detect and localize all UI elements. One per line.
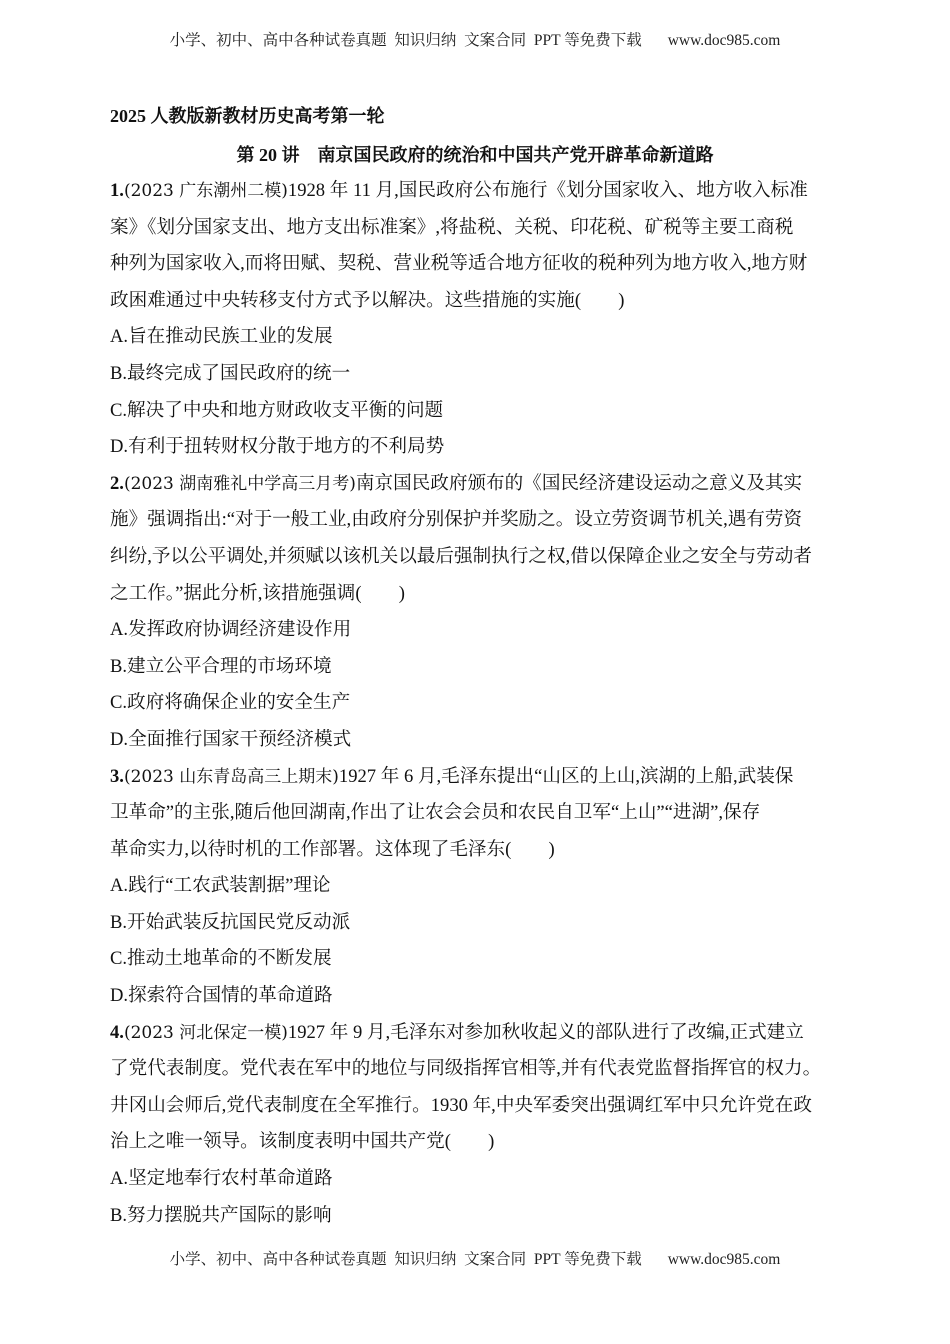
stem-text: 了党代表制度。党代表在军中的地位与同级指挥官相等,并有代表党监督指挥官的权力。 [110, 1058, 822, 1080]
stem-text: 南京国民政府颁布的《国民经济建设运动之意义及其实 [355, 472, 803, 494]
stem-text: 1927 年 6 月,毛泽东提出“山区的上山,滨湖的上船,武装保 [338, 765, 794, 787]
stem-text: 纠纷,予以公平调处,并须赋以该机关以最后强制执行之权,借以保障企业之安全与劳动者 [110, 545, 812, 567]
answer-option[interactable]: B.开始武装反抗国民党反动派 [110, 911, 351, 933]
document-title: 2025 人教版新教材历史高考第一轮 [110, 106, 385, 126]
answer-option[interactable]: D.全面推行国家干预经济模式 [110, 728, 352, 750]
question-stem-line [110, 1124, 850, 1161]
question-number-dot: . [119, 180, 124, 201]
lecture-topic: 南京国民政府的统治和中国共产党开辟革命新道路 [317, 145, 714, 165]
question-stem-line [110, 539, 850, 576]
question-number-dot: . [119, 765, 124, 787]
answer-option[interactable]: B.最终完成了国民政府的统一 [110, 362, 351, 384]
question-stem-line [110, 1051, 850, 1088]
stem-text: 种列为国家收入,而将田赋、契税、营业税等适合地方征收的税种列为地方收入,地方财 [110, 253, 808, 275]
stem-text: 卫革命”的主张,随后他回湖南,作出了让农会会员和农民自卫军“上山”“进湖”,保存 [110, 802, 761, 824]
answer-option[interactable]: C.推动土地革命的不断发展 [110, 948, 332, 970]
answer-option[interactable]: C.政府将确保企业的安全生产 [110, 692, 351, 714]
question-stem-line [110, 832, 850, 869]
stem-text: 政困难通过中央转移支付方式予以解决。这些措施的实施( ) [110, 289, 625, 311]
question-3 [110, 759, 850, 1015]
header-text: 小学、初中、高中各种试卷真题 知识归纳 文案合同 PPT 等免费下载 [169, 32, 642, 49]
answer-option[interactable]: A.发挥政府协调经济建设作用 [110, 619, 352, 641]
question-source: (2023 山东青岛高三上期末) [123, 766, 339, 787]
question-2 [110, 466, 850, 759]
answer-option[interactable]: C.解决了中央和地方财政收支平衡的问题 [110, 399, 444, 421]
question-stem-line [110, 283, 850, 320]
question-1 [110, 173, 850, 466]
lecture-number: 第 20 讲 [236, 145, 300, 165]
footer-text: 小学、初中、高中各种试卷真题 知识归纳 文案合同 PPT 等免费下载 [169, 1251, 642, 1268]
header-url[interactable]: www.doc985.com [667, 32, 781, 49]
stem-text: 革命实力,以待时机的工作部署。这体现了毛泽东( ) [110, 838, 555, 860]
question-stem-line [110, 1088, 850, 1125]
stem-text: 井冈山会师后,党代表制度在全军推行。1930 年,中央军委突出强调红军中只允许党在政 [110, 1094, 812, 1116]
question-4 [110, 1015, 850, 1235]
lecture-title [0, 141, 950, 167]
answer-option[interactable]: A.旨在推动民族工业的发展 [110, 326, 333, 348]
question-stem-line [110, 246, 850, 283]
answer-option[interactable]: B.努力摆脱共产国际的影响 [110, 1204, 332, 1226]
question-number-dot: . [119, 1021, 124, 1043]
question-list [110, 173, 850, 1234]
answer-option[interactable]: A.坚定地奉行农村革命道路 [110, 1168, 333, 1190]
question-number: 2 [110, 472, 120, 494]
question-source: (2023 湖南雅礼中学高三月考) [123, 473, 356, 494]
answer-option[interactable]: D.有利于扭转财权分散于地方的不利局势 [110, 436, 445, 458]
stem-text: 案》《划分国家支出、地方支出标准案》,将盐税、关税、印花税、矿税等主要工商税 [110, 216, 794, 238]
stem-text: 1928 年 11 月,国民政府公布施行《划分国家收入、地方收入标准 [287, 180, 808, 201]
question-number: 1 [110, 180, 120, 201]
answer-option[interactable]: D.探索符合国情的革命道路 [110, 985, 333, 1007]
question-stem-line [110, 576, 850, 613]
page-header [0, 28, 950, 50]
question-stem-line [110, 466, 850, 503]
question-stem-line [110, 210, 850, 247]
question-number: 4 [110, 1021, 120, 1043]
question-stem-line [110, 759, 850, 796]
question-source: (2023 广东潮州二模) [123, 181, 288, 201]
stem-text: 施》强调指出:“对于一般工业,由政府分别保护并奖励之。设立劳资调节机关,遇有劳资 [110, 509, 803, 531]
question-stem-line [110, 502, 850, 539]
question-source: (2023 河北保定一模) [123, 1022, 288, 1043]
footer-url[interactable]: www.doc985.com [667, 1251, 781, 1268]
question-number-dot: . [119, 472, 124, 494]
stem-text: 治上之唯一领导。该制度表明中国共产党( ) [110, 1131, 495, 1153]
answer-option[interactable]: A.践行“工农武装割据”理论 [110, 875, 331, 897]
stem-text: 1927 年 9 月,毛泽东对参加秋收起义的部队进行了改编,正式建立 [287, 1021, 804, 1043]
stem-text: 之工作。”据此分析,该措施强调( ) [110, 582, 405, 604]
answer-option[interactable]: B.建立公平合理的市场环境 [110, 655, 332, 677]
question-number: 3 [110, 765, 120, 787]
question-stem-line [110, 795, 850, 832]
question-stem-line [110, 173, 850, 210]
question-stem-line [110, 1015, 850, 1052]
page-footer [0, 1247, 950, 1269]
